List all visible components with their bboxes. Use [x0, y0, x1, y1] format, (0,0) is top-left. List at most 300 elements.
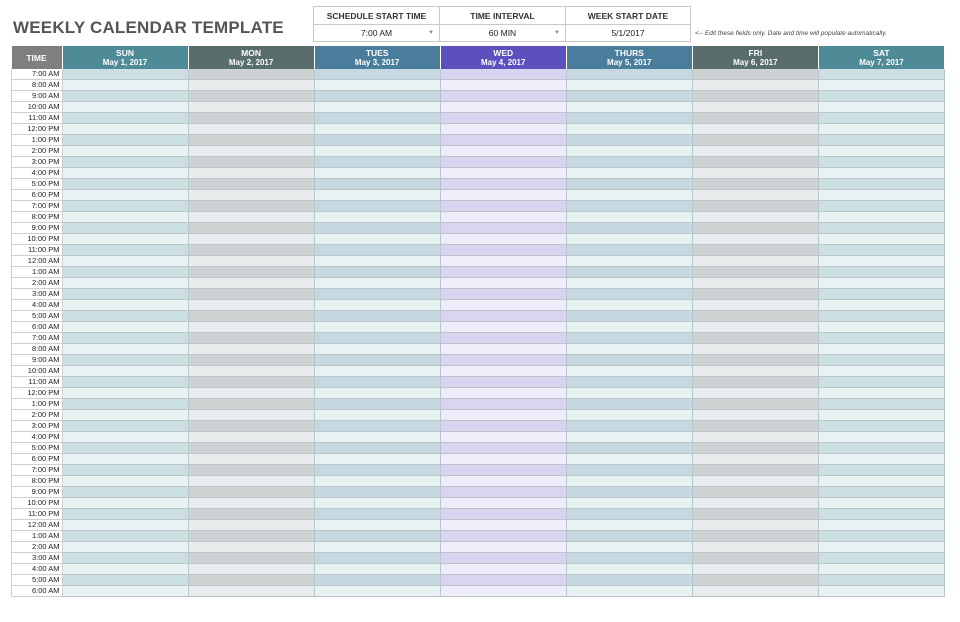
calendar-cell-sun[interactable]: [62, 432, 188, 443]
calendar-cell-wed[interactable]: [440, 190, 566, 201]
calendar-cell-mon[interactable]: [188, 124, 314, 135]
calendar-cell-sat[interactable]: [818, 355, 944, 366]
calendar-cell-thu[interactable]: [566, 575, 692, 586]
calendar-cell-tue[interactable]: [314, 322, 440, 333]
calendar-cell-thu[interactable]: [566, 520, 692, 531]
calendar-cell-sat[interactable]: [818, 542, 944, 553]
calendar-cell-mon[interactable]: [188, 443, 314, 454]
calendar-cell-fri[interactable]: [692, 553, 818, 564]
calendar-cell-mon[interactable]: [188, 245, 314, 256]
calendar-cell-wed[interactable]: [440, 410, 566, 421]
calendar-cell-tue[interactable]: [314, 542, 440, 553]
calendar-cell-sun[interactable]: [62, 586, 188, 597]
calendar-cell-thu[interactable]: [566, 80, 692, 91]
calendar-cell-thu[interactable]: [566, 377, 692, 388]
calendar-cell-wed[interactable]: [440, 355, 566, 366]
calendar-cell-tue[interactable]: [314, 80, 440, 91]
calendar-cell-fri[interactable]: [692, 201, 818, 212]
calendar-cell-thu[interactable]: [566, 542, 692, 553]
calendar-cell-tue[interactable]: [314, 124, 440, 135]
calendar-cell-sat[interactable]: [818, 212, 944, 223]
calendar-cell-fri[interactable]: [692, 520, 818, 531]
calendar-cell-tue[interactable]: [314, 432, 440, 443]
calendar-cell-wed[interactable]: [440, 69, 566, 80]
calendar-cell-thu[interactable]: [566, 432, 692, 443]
calendar-cell-tue[interactable]: [314, 454, 440, 465]
calendar-cell-sat[interactable]: [818, 575, 944, 586]
calendar-cell-thu[interactable]: [566, 476, 692, 487]
calendar-cell-wed[interactable]: [440, 498, 566, 509]
calendar-cell-mon[interactable]: [188, 311, 314, 322]
calendar-cell-mon[interactable]: [188, 399, 314, 410]
calendar-cell-sun[interactable]: [62, 322, 188, 333]
calendar-cell-sun[interactable]: [62, 223, 188, 234]
calendar-cell-thu[interactable]: [566, 531, 692, 542]
calendar-cell-sun[interactable]: [62, 234, 188, 245]
calendar-cell-mon[interactable]: [188, 355, 314, 366]
calendar-cell-thu[interactable]: [566, 245, 692, 256]
calendar-cell-wed[interactable]: [440, 322, 566, 333]
calendar-cell-fri[interactable]: [692, 421, 818, 432]
calendar-cell-thu[interactable]: [566, 289, 692, 300]
calendar-cell-wed[interactable]: [440, 553, 566, 564]
calendar-cell-thu[interactable]: [566, 300, 692, 311]
calendar-cell-mon[interactable]: [188, 201, 314, 212]
calendar-cell-wed[interactable]: [440, 245, 566, 256]
calendar-cell-sun[interactable]: [62, 344, 188, 355]
calendar-cell-sun[interactable]: [62, 201, 188, 212]
calendar-cell-tue[interactable]: [314, 223, 440, 234]
calendar-cell-sat[interactable]: [818, 344, 944, 355]
calendar-cell-wed[interactable]: [440, 234, 566, 245]
calendar-cell-mon[interactable]: [188, 542, 314, 553]
calendar-cell-sat[interactable]: [818, 531, 944, 542]
calendar-cell-fri[interactable]: [692, 179, 818, 190]
calendar-cell-sun[interactable]: [62, 278, 188, 289]
calendar-cell-tue[interactable]: [314, 157, 440, 168]
calendar-cell-fri[interactable]: [692, 410, 818, 421]
calendar-cell-sun[interactable]: [62, 245, 188, 256]
calendar-cell-mon[interactable]: [188, 113, 314, 124]
calendar-cell-thu[interactable]: [566, 69, 692, 80]
calendar-cell-mon[interactable]: [188, 476, 314, 487]
calendar-cell-tue[interactable]: [314, 388, 440, 399]
calendar-cell-thu[interactable]: [566, 113, 692, 124]
calendar-cell-wed[interactable]: [440, 311, 566, 322]
calendar-cell-wed[interactable]: [440, 223, 566, 234]
calendar-cell-sun[interactable]: [62, 113, 188, 124]
calendar-cell-sat[interactable]: [818, 168, 944, 179]
calendar-cell-sat[interactable]: [818, 245, 944, 256]
calendar-cell-mon[interactable]: [188, 69, 314, 80]
calendar-cell-tue[interactable]: [314, 498, 440, 509]
calendar-cell-sun[interactable]: [62, 465, 188, 476]
calendar-cell-fri[interactable]: [692, 531, 818, 542]
calendar-cell-sun[interactable]: [62, 311, 188, 322]
time-interval-dropdown[interactable]: [440, 25, 565, 41]
calendar-cell-sat[interactable]: [818, 256, 944, 267]
calendar-cell-sat[interactable]: [818, 333, 944, 344]
calendar-cell-thu[interactable]: [566, 102, 692, 113]
calendar-cell-thu[interactable]: [566, 454, 692, 465]
calendar-cell-sat[interactable]: [818, 223, 944, 234]
calendar-cell-sat[interactable]: [818, 311, 944, 322]
calendar-cell-thu[interactable]: [566, 421, 692, 432]
calendar-cell-mon[interactable]: [188, 432, 314, 443]
calendar-cell-thu[interactable]: [566, 553, 692, 564]
calendar-cell-sun[interactable]: [62, 421, 188, 432]
calendar-cell-wed[interactable]: [440, 278, 566, 289]
calendar-cell-mon[interactable]: [188, 223, 314, 234]
calendar-cell-tue[interactable]: [314, 135, 440, 146]
calendar-cell-sat[interactable]: [818, 113, 944, 124]
calendar-cell-fri[interactable]: [692, 498, 818, 509]
calendar-cell-fri[interactable]: [692, 377, 818, 388]
calendar-cell-wed[interactable]: [440, 201, 566, 212]
calendar-cell-sun[interactable]: [62, 212, 188, 223]
calendar-cell-wed[interactable]: [440, 168, 566, 179]
calendar-cell-fri[interactable]: [692, 278, 818, 289]
calendar-cell-fri[interactable]: [692, 564, 818, 575]
calendar-cell-sat[interactable]: [818, 124, 944, 135]
calendar-cell-sun[interactable]: [62, 333, 188, 344]
calendar-cell-wed[interactable]: [440, 135, 566, 146]
calendar-cell-tue[interactable]: [314, 487, 440, 498]
calendar-cell-sat[interactable]: [818, 443, 944, 454]
calendar-cell-tue[interactable]: [314, 421, 440, 432]
calendar-cell-wed[interactable]: [440, 509, 566, 520]
calendar-cell-tue[interactable]: [314, 113, 440, 124]
calendar-cell-mon[interactable]: [188, 300, 314, 311]
calendar-cell-sun[interactable]: [62, 476, 188, 487]
calendar-cell-mon[interactable]: [188, 91, 314, 102]
calendar-cell-mon[interactable]: [188, 575, 314, 586]
calendar-cell-tue[interactable]: [314, 399, 440, 410]
calendar-cell-sun[interactable]: [62, 454, 188, 465]
calendar-cell-sun[interactable]: [62, 542, 188, 553]
calendar-cell-wed[interactable]: [440, 443, 566, 454]
calendar-cell-sat[interactable]: [818, 69, 944, 80]
calendar-cell-tue[interactable]: [314, 366, 440, 377]
calendar-cell-thu[interactable]: [566, 443, 692, 454]
calendar-cell-wed[interactable]: [440, 124, 566, 135]
calendar-cell-thu[interactable]: [566, 586, 692, 597]
calendar-cell-sun[interactable]: [62, 410, 188, 421]
calendar-cell-fri[interactable]: [692, 69, 818, 80]
calendar-cell-mon[interactable]: [188, 322, 314, 333]
calendar-cell-tue[interactable]: [314, 190, 440, 201]
calendar-cell-sun[interactable]: [62, 355, 188, 366]
calendar-cell-mon[interactable]: [188, 190, 314, 201]
calendar-cell-wed[interactable]: [440, 80, 566, 91]
calendar-cell-wed[interactable]: [440, 366, 566, 377]
calendar-cell-tue[interactable]: [314, 201, 440, 212]
calendar-cell-fri[interactable]: [692, 234, 818, 245]
calendar-cell-fri[interactable]: [692, 509, 818, 520]
calendar-cell-fri[interactable]: [692, 454, 818, 465]
calendar-cell-sun[interactable]: [62, 300, 188, 311]
calendar-cell-thu[interactable]: [566, 190, 692, 201]
calendar-cell-thu[interactable]: [566, 311, 692, 322]
calendar-cell-fri[interactable]: [692, 168, 818, 179]
calendar-cell-fri[interactable]: [692, 289, 818, 300]
calendar-cell-tue[interactable]: [314, 234, 440, 245]
calendar-cell-tue[interactable]: [314, 520, 440, 531]
calendar-cell-mon[interactable]: [188, 487, 314, 498]
calendar-cell-mon[interactable]: [188, 388, 314, 399]
calendar-cell-sun[interactable]: [62, 91, 188, 102]
calendar-cell-tue[interactable]: [314, 509, 440, 520]
calendar-cell-sun[interactable]: [62, 520, 188, 531]
calendar-cell-thu[interactable]: [566, 344, 692, 355]
calendar-cell-mon[interactable]: [188, 564, 314, 575]
calendar-cell-tue[interactable]: [314, 377, 440, 388]
calendar-cell-fri[interactable]: [692, 157, 818, 168]
calendar-cell-fri[interactable]: [692, 135, 818, 146]
calendar-cell-thu[interactable]: [566, 157, 692, 168]
calendar-cell-tue[interactable]: [314, 212, 440, 223]
calendar-cell-fri[interactable]: [692, 487, 818, 498]
calendar-cell-sun[interactable]: [62, 377, 188, 388]
calendar-cell-tue[interactable]: [314, 91, 440, 102]
calendar-cell-sun[interactable]: [62, 157, 188, 168]
calendar-cell-sat[interactable]: [818, 190, 944, 201]
calendar-cell-tue[interactable]: [314, 168, 440, 179]
calendar-cell-mon[interactable]: [188, 498, 314, 509]
calendar-cell-wed[interactable]: [440, 102, 566, 113]
calendar-cell-sun[interactable]: [62, 366, 188, 377]
calendar-cell-tue[interactable]: [314, 564, 440, 575]
calendar-cell-mon[interactable]: [188, 509, 314, 520]
calendar-cell-tue[interactable]: [314, 245, 440, 256]
calendar-cell-sun[interactable]: [62, 531, 188, 542]
calendar-cell-sat[interactable]: [818, 91, 944, 102]
calendar-cell-sat[interactable]: [818, 278, 944, 289]
calendar-cell-sun[interactable]: [62, 443, 188, 454]
calendar-cell-wed[interactable]: [440, 542, 566, 553]
calendar-cell-sun[interactable]: [62, 289, 188, 300]
calendar-cell-tue[interactable]: [314, 278, 440, 289]
calendar-cell-fri[interactable]: [692, 443, 818, 454]
calendar-cell-mon[interactable]: [188, 520, 314, 531]
calendar-cell-tue[interactable]: [314, 333, 440, 344]
calendar-cell-mon[interactable]: [188, 157, 314, 168]
calendar-cell-sun[interactable]: [62, 168, 188, 179]
calendar-cell-sun[interactable]: [62, 256, 188, 267]
calendar-cell-wed[interactable]: [440, 465, 566, 476]
calendar-cell-fri[interactable]: [692, 146, 818, 157]
calendar-cell-thu[interactable]: [566, 234, 692, 245]
calendar-cell-fri[interactable]: [692, 300, 818, 311]
calendar-cell-thu[interactable]: [566, 465, 692, 476]
calendar-cell-tue[interactable]: [314, 267, 440, 278]
calendar-cell-tue[interactable]: [314, 575, 440, 586]
calendar-cell-fri[interactable]: [692, 465, 818, 476]
calendar-cell-sun[interactable]: [62, 80, 188, 91]
calendar-cell-wed[interactable]: [440, 432, 566, 443]
calendar-cell-thu[interactable]: [566, 223, 692, 234]
calendar-cell-mon[interactable]: [188, 212, 314, 223]
calendar-cell-fri[interactable]: [692, 212, 818, 223]
calendar-cell-thu[interactable]: [566, 179, 692, 190]
calendar-cell-sat[interactable]: [818, 102, 944, 113]
calendar-cell-wed[interactable]: [440, 267, 566, 278]
calendar-cell-sat[interactable]: [818, 80, 944, 91]
calendar-cell-wed[interactable]: [440, 91, 566, 102]
calendar-cell-thu[interactable]: [566, 388, 692, 399]
calendar-cell-mon[interactable]: [188, 146, 314, 157]
calendar-cell-fri[interactable]: [692, 542, 818, 553]
calendar-cell-sat[interactable]: [818, 520, 944, 531]
calendar-cell-thu[interactable]: [566, 278, 692, 289]
calendar-cell-fri[interactable]: [692, 322, 818, 333]
calendar-cell-mon[interactable]: [188, 366, 314, 377]
calendar-cell-mon[interactable]: [188, 333, 314, 344]
calendar-cell-fri[interactable]: [692, 432, 818, 443]
calendar-cell-sun[interactable]: [62, 102, 188, 113]
calendar-cell-mon[interactable]: [188, 421, 314, 432]
calendar-cell-mon[interactable]: [188, 267, 314, 278]
calendar-cell-sun[interactable]: [62, 399, 188, 410]
calendar-cell-tue[interactable]: [314, 476, 440, 487]
calendar-cell-fri[interactable]: [692, 575, 818, 586]
calendar-cell-tue[interactable]: [314, 553, 440, 564]
calendar-cell-sun[interactable]: [62, 487, 188, 498]
calendar-cell-mon[interactable]: [188, 289, 314, 300]
calendar-cell-wed[interactable]: [440, 256, 566, 267]
calendar-cell-sat[interactable]: [818, 366, 944, 377]
calendar-cell-mon[interactable]: [188, 234, 314, 245]
calendar-cell-sat[interactable]: [818, 432, 944, 443]
calendar-cell-sat[interactable]: [818, 553, 944, 564]
calendar-cell-wed[interactable]: [440, 333, 566, 344]
calendar-cell-fri[interactable]: [692, 102, 818, 113]
calendar-cell-thu[interactable]: [566, 498, 692, 509]
calendar-cell-wed[interactable]: [440, 344, 566, 355]
calendar-cell-wed[interactable]: [440, 575, 566, 586]
calendar-cell-fri[interactable]: [692, 80, 818, 91]
calendar-cell-mon[interactable]: [188, 586, 314, 597]
calendar-cell-sun[interactable]: [62, 388, 188, 399]
calendar-cell-sun[interactable]: [62, 124, 188, 135]
calendar-cell-wed[interactable]: [440, 520, 566, 531]
calendar-cell-fri[interactable]: [692, 388, 818, 399]
calendar-cell-sat[interactable]: [818, 267, 944, 278]
calendar-cell-fri[interactable]: [692, 91, 818, 102]
calendar-cell-thu[interactable]: [566, 399, 692, 410]
calendar-cell-sun[interactable]: [62, 146, 188, 157]
calendar-cell-fri[interactable]: [692, 267, 818, 278]
calendar-cell-mon[interactable]: [188, 553, 314, 564]
calendar-cell-tue[interactable]: [314, 355, 440, 366]
calendar-cell-thu[interactable]: [566, 509, 692, 520]
calendar-cell-thu[interactable]: [566, 124, 692, 135]
calendar-cell-thu[interactable]: [566, 168, 692, 179]
calendar-cell-wed[interactable]: [440, 487, 566, 498]
calendar-cell-wed[interactable]: [440, 388, 566, 399]
calendar-cell-wed[interactable]: [440, 300, 566, 311]
calendar-cell-thu[interactable]: [566, 256, 692, 267]
calendar-cell-fri[interactable]: [692, 190, 818, 201]
calendar-cell-tue[interactable]: [314, 256, 440, 267]
calendar-cell-mon[interactable]: [188, 256, 314, 267]
calendar-cell-wed[interactable]: [440, 377, 566, 388]
calendar-cell-sat[interactable]: [818, 564, 944, 575]
calendar-cell-tue[interactable]: [314, 344, 440, 355]
calendar-cell-tue[interactable]: [314, 410, 440, 421]
calendar-cell-sun[interactable]: [62, 575, 188, 586]
calendar-cell-thu[interactable]: [566, 267, 692, 278]
calendar-cell-tue[interactable]: [314, 289, 440, 300]
calendar-cell-fri[interactable]: [692, 476, 818, 487]
calendar-cell-sat[interactable]: [818, 135, 944, 146]
calendar-cell-sun[interactable]: [62, 135, 188, 146]
calendar-cell-sat[interactable]: [818, 234, 944, 245]
calendar-cell-sun[interactable]: [62, 190, 188, 201]
calendar-cell-wed[interactable]: [440, 476, 566, 487]
week-start-date-field[interactable]: [566, 25, 690, 41]
calendar-cell-fri[interactable]: [692, 366, 818, 377]
calendar-cell-tue[interactable]: [314, 179, 440, 190]
calendar-cell-sun[interactable]: [62, 179, 188, 190]
calendar-cell-wed[interactable]: [440, 113, 566, 124]
calendar-cell-fri[interactable]: [692, 355, 818, 366]
calendar-cell-sat[interactable]: [818, 487, 944, 498]
calendar-cell-tue[interactable]: [314, 102, 440, 113]
calendar-cell-thu[interactable]: [566, 410, 692, 421]
calendar-cell-sat[interactable]: [818, 179, 944, 190]
calendar-cell-mon[interactable]: [188, 278, 314, 289]
calendar-cell-sat[interactable]: [818, 377, 944, 388]
calendar-cell-sat[interactable]: [818, 322, 944, 333]
calendar-cell-mon[interactable]: [188, 410, 314, 421]
calendar-cell-sat[interactable]: [818, 399, 944, 410]
calendar-cell-sun[interactable]: [62, 69, 188, 80]
calendar-cell-mon[interactable]: [188, 344, 314, 355]
calendar-cell-sat[interactable]: [818, 146, 944, 157]
calendar-cell-wed[interactable]: [440, 399, 566, 410]
calendar-cell-thu[interactable]: [566, 333, 692, 344]
calendar-cell-mon[interactable]: [188, 179, 314, 190]
calendar-cell-wed[interactable]: [440, 289, 566, 300]
calendar-cell-wed[interactable]: [440, 586, 566, 597]
calendar-cell-mon[interactable]: [188, 135, 314, 146]
calendar-cell-mon[interactable]: [188, 465, 314, 476]
calendar-cell-mon[interactable]: [188, 531, 314, 542]
calendar-cell-tue[interactable]: [314, 586, 440, 597]
calendar-cell-wed[interactable]: [440, 179, 566, 190]
calendar-cell-sat[interactable]: [818, 498, 944, 509]
calendar-cell-mon[interactable]: [188, 102, 314, 113]
calendar-cell-fri[interactable]: [692, 586, 818, 597]
calendar-cell-tue[interactable]: [314, 146, 440, 157]
calendar-cell-thu[interactable]: [566, 201, 692, 212]
calendar-cell-tue[interactable]: [314, 531, 440, 542]
calendar-cell-thu[interactable]: [566, 91, 692, 102]
calendar-cell-tue[interactable]: [314, 300, 440, 311]
calendar-cell-sun[interactable]: [62, 267, 188, 278]
calendar-cell-thu[interactable]: [566, 322, 692, 333]
calendar-cell-thu[interactable]: [566, 366, 692, 377]
calendar-cell-sat[interactable]: [818, 454, 944, 465]
calendar-cell-wed[interactable]: [440, 421, 566, 432]
calendar-cell-sun[interactable]: [62, 498, 188, 509]
calendar-cell-sat[interactable]: [818, 465, 944, 476]
calendar-cell-fri[interactable]: [692, 124, 818, 135]
schedule-start-time-dropdown[interactable]: [314, 25, 439, 41]
calendar-cell-fri[interactable]: [692, 113, 818, 124]
calendar-cell-fri[interactable]: [692, 223, 818, 234]
